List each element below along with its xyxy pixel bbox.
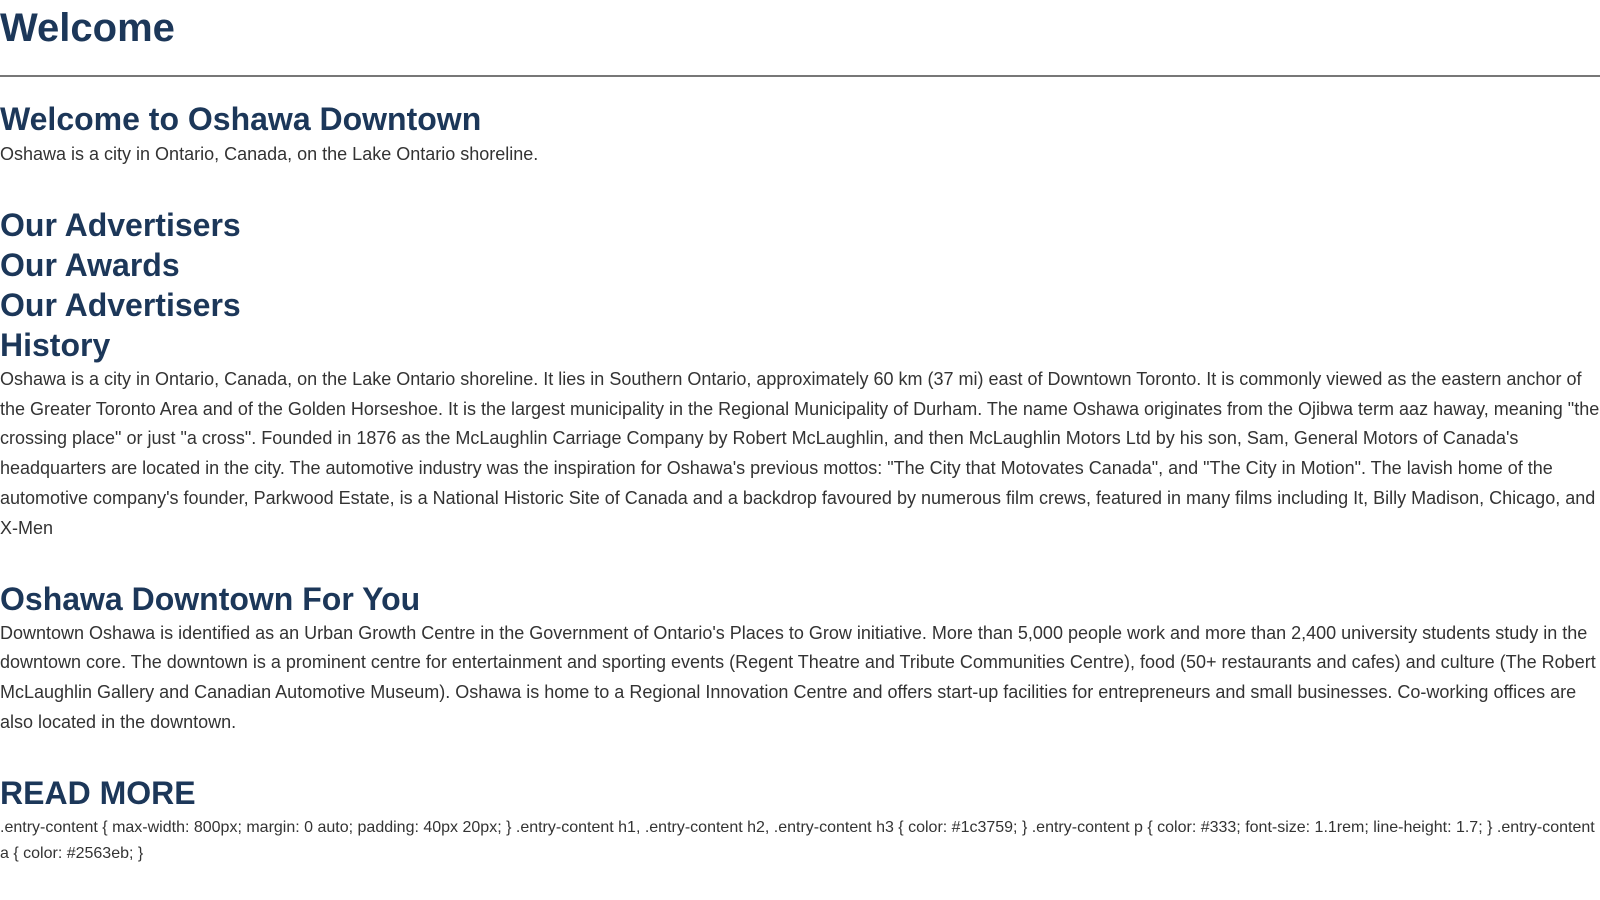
for-you-text: Downtown Oshawa is identified as an Urban Growth Centre in the Government of Ontario's Places to Grow initiative. More than 5,000 people work and more than 2,400 university students study in the downtown core. The downtown is a prominent centre for entertainment and sporting events (Regent Theatre and Tribute Communities Centre), food (50+ restaurants and cafes) and culture (The Robert McLaughlin Gallery and Canadian Automotive Museum). Oshawa is home to a Regional Innovation Centre and offers start-up facilities for entrepreneurs and small businesses. Co-working offices are also located in the downtown. — [0, 622, 1596, 732]
welcome-heading: Welcome to Oshawa Downtown — [0, 101, 482, 137]
history-heading: History — [0, 326, 111, 363]
history-text: Oshawa is a city in Ontario, Canada, on the Lake Ontario shoreline. It lies in Southern Ontario, approximately 60 km (37 mi) east of Downtown Toronto. It is commonly viewed as the eastern anchor of the Greater Toronto Area and of the Golden Horseshoe. It is the largest municipality in the Regional Municipality of Durham. The name Oshawa originates from the Ojibwa term aaz haway, meaning "the crossing place" or just "a cross". Founded in 1876 as the McLaughlin Carriage Company by Robert McLaughlin, and then McLaughlin Motors Ltd by his son, Sam, General Motors of Canada's headquarters are located in the city. The automotive industry was the inspiration for Oshawa's previous mottos: "The City that Motovates Canada", and "The City in Motion". The lavish home of the automotive company's founder, Parkwood Estate, is a National Historic Site of Canada and a backdrop favoured by numerous film crews, featured in many films including It, Billy Madison, Chicago, and X-Men — [0, 368, 1600, 538]
page-title: Welcome — [0, 6, 175, 50]
advertisers-heading-repeat: Our Advertisers — [0, 286, 241, 323]
awards-heading: Our Awards — [0, 246, 180, 283]
read-more-heading[interactable]: READ MORE — [0, 774, 196, 811]
advertisers-heading: Our Advertisers — [0, 206, 241, 243]
for-you-heading: Oshawa Downtown For You — [0, 580, 421, 617]
welcome-text: Oshawa is a city in Ontario, Canada, on the Lake Ontario shoreline. — [0, 144, 539, 164]
title-divider — [0, 75, 1600, 77]
stray-css-text: .entry-content { max-width: 800px; margin: 0 auto; padding: 40px 20px; } .entry-content h1, .entry-content h2, .entry-content h3 { color: #1c3759; } .entry-content p { color: #333; font-size: 1.1rem; line-height: 1.7; } .entry-content a { color: #2563eb; } — [0, 818, 1595, 862]
